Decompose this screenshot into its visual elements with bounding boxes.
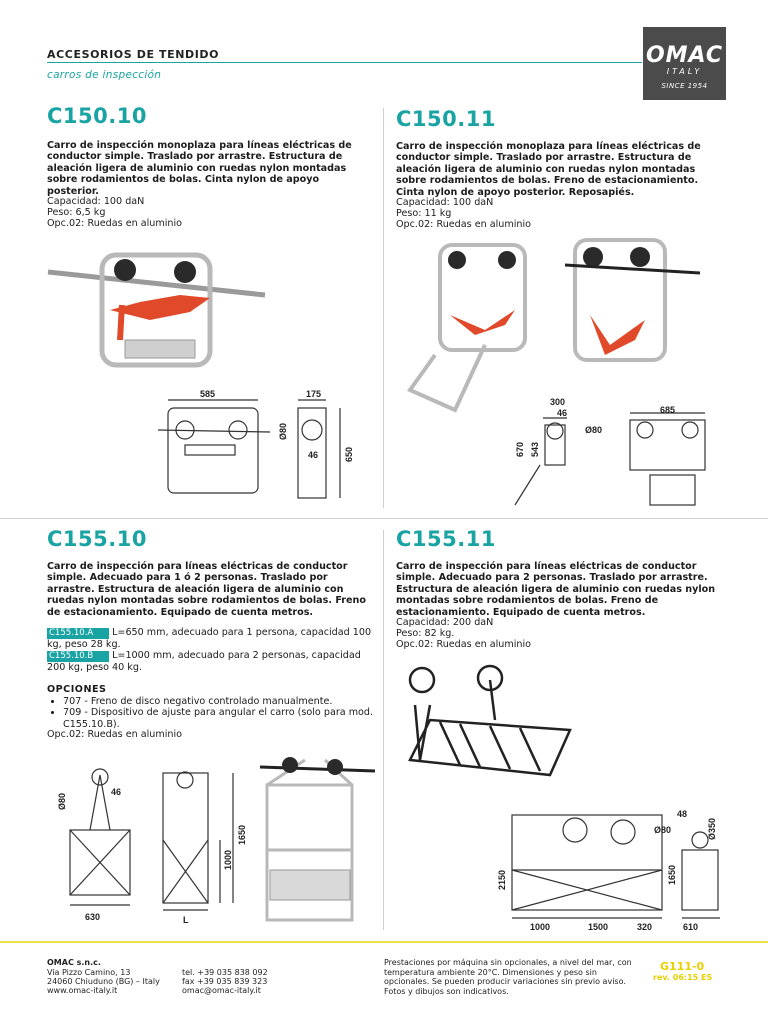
header-divider <box>47 62 642 63</box>
product-description: Carro de inspección monoplaza para líneas eléctricas de conductor simple. Traslado por arrastre. Estructura de aleación ligera de aluminio con ruedas nylon montadas sobre rodamientos de bolas. Cinta nylon de apoyo posterior. <box>47 140 352 197</box>
dim-label: 46 <box>111 787 122 797</box>
dim-label: 543 <box>530 441 540 457</box>
dim-label: Ø80 <box>57 792 67 810</box>
footer-company: OMAC s.n.c. <box>47 958 101 967</box>
footer-address2: 24060 Chiuduno (BG) – Italy <box>47 977 160 986</box>
doc-code: G111-0 <box>660 960 705 973</box>
spec-weight: Peso: 11 kg <box>396 208 452 219</box>
dim-label: 650 <box>344 446 354 462</box>
product-code: C155.11 <box>396 527 496 551</box>
dim-label: Ø80 <box>278 422 288 440</box>
footer-tel: tel. +39 035 838 092 <box>182 968 268 977</box>
doc-revision: rev. 06:15 ES <box>653 973 713 982</box>
dim-label: 46 <box>308 450 319 460</box>
product-image-c150-10 <box>40 240 380 510</box>
opciones-title: OPCIONES <box>47 684 107 695</box>
product-code: C155.10 <box>47 527 147 551</box>
dim-label: 2150 <box>497 869 507 890</box>
opcion-item: • 707 - Freno de disco negativo controlado manualmente. <box>63 696 388 707</box>
dim-label: 630 <box>85 912 101 922</box>
section-title: ACCESORIOS DE TENDIDO <box>47 48 220 61</box>
variant-badge: C155.10.B <box>47 651 109 662</box>
product-image-c155-11 <box>400 650 740 935</box>
omac-logo <box>643 27 726 100</box>
footer-email[interactable]: omac@omac-italy.it <box>182 986 261 995</box>
dim-label: 1650 <box>667 864 677 885</box>
row-divider <box>0 518 768 519</box>
opciones-list <box>47 696 388 730</box>
dim-label: 1000 <box>530 922 551 932</box>
dim-label: 48 <box>677 809 688 819</box>
spec-capacity: Capacidad: 100 daN <box>47 196 145 207</box>
dim-label: 610 <box>683 922 699 932</box>
product-image-c150-11 <box>395 235 735 510</box>
product-description: Carro de inspección para líneas eléctricas de conductor simple. Adecuado para 2 personas. Traslado por arrastre. Estructura de aleación ligera de aluminio con ruedas nylon montadas sobre rodamientos de bolas. Freno de estacionamiento. Equipado de cuenta metros. <box>396 561 716 618</box>
column-divider-top <box>383 108 384 508</box>
spec-capacity: Capacidad: 200 daN <box>396 617 494 628</box>
product-description: Carro de inspección monoplaza para líneas eléctricas de conductor simple. Traslado por arrastre. Estructura de aleación ligera de aluminio con ruedas nylon montadas sobre rodamientos de bolas. Freno de estacionamiento. Cinta nylon de apoyo posterior. Reposapiés. <box>396 141 701 198</box>
dim-label: 1500 <box>588 922 609 932</box>
dim-label: 585 <box>200 389 216 399</box>
logo-brand: OMAC <box>645 43 724 68</box>
logo-sub: ITALY <box>666 67 703 76</box>
footer-web[interactable]: www.omac-italy.it <box>47 986 118 995</box>
dim-label: L <box>183 915 189 925</box>
product-code: C150.10 <box>47 104 147 128</box>
dim-label: 320 <box>637 922 653 932</box>
spec-capacity: Capacidad: 100 daN <box>396 197 494 208</box>
dim-label: 685 <box>660 405 676 415</box>
footer-address1: Via Pizzo Camino, 13 <box>47 968 131 977</box>
dim-label: Ø350 <box>707 817 717 840</box>
dim-label: 175 <box>306 389 322 399</box>
dim-label: 1650 <box>237 824 247 845</box>
dim-label: 46 <box>557 408 568 418</box>
spec-weight: Peso: 6,5 kg <box>47 207 106 218</box>
variant-a <box>47 627 377 651</box>
variant-text: L=650 mm, adecuado para 1 persona, capacidad 100 kg, peso 28 kg. <box>47 627 372 651</box>
spec-weight: Peso: 82 kg. <box>396 628 455 639</box>
product-image-c155-10 <box>45 755 380 935</box>
variant-b <box>47 650 377 674</box>
variant-text: L=1000 mm, adecuado para 2 personas, capacidad 200 kg, peso 40 kg. <box>47 650 361 674</box>
spec-option: Opc.02: Ruedas en aluminio <box>396 639 531 650</box>
product-description: Carro de inspección para líneas eléctricas de conductor simple. Adecuado para 1 ó 2 personas. Traslado por arrastre. Estructura de aleación ligera de aluminio con ruedas nylon montadas sobre rodamientos de bolas. Freno de estacionamiento. Equipado de cuenta metros. <box>47 561 366 618</box>
footer-fax: fax +39 035 839 323 <box>182 977 268 986</box>
dim-label: Ø80 <box>654 825 672 835</box>
footer-note: Prestaciones por máquina sin opcionales, a nivel del mar, con temperatura ambiente 20°C. Dimensiones y peso sin opcionales. Se pueden producir variaciones sin previo aviso. Fotos y dibujos son indicativos. <box>384 958 632 996</box>
dim-label: 1000 <box>223 849 233 870</box>
section-subtitle: carros de inspección <box>47 69 162 81</box>
variant-badge: C155.10.A <box>47 628 109 639</box>
opcion-item: • 709 - Dispositivo de ajuste para angular el carro (solo para mod. C155.10.B). <box>63 707 388 730</box>
logo-since: SINCE 1954 <box>661 82 708 90</box>
product-code: C150.11 <box>396 107 496 131</box>
footer-divider <box>0 941 768 943</box>
spec-option: Opc.02: Ruedas en aluminio <box>47 729 182 740</box>
dim-label: Ø80 <box>585 425 603 435</box>
dim-label: 670 <box>515 441 525 457</box>
dim-label: 300 <box>550 397 566 407</box>
spec-option: Opc.02: Ruedas en aluminio <box>47 218 182 229</box>
spec-option: Opc.02: Ruedas en aluminio <box>396 219 531 230</box>
